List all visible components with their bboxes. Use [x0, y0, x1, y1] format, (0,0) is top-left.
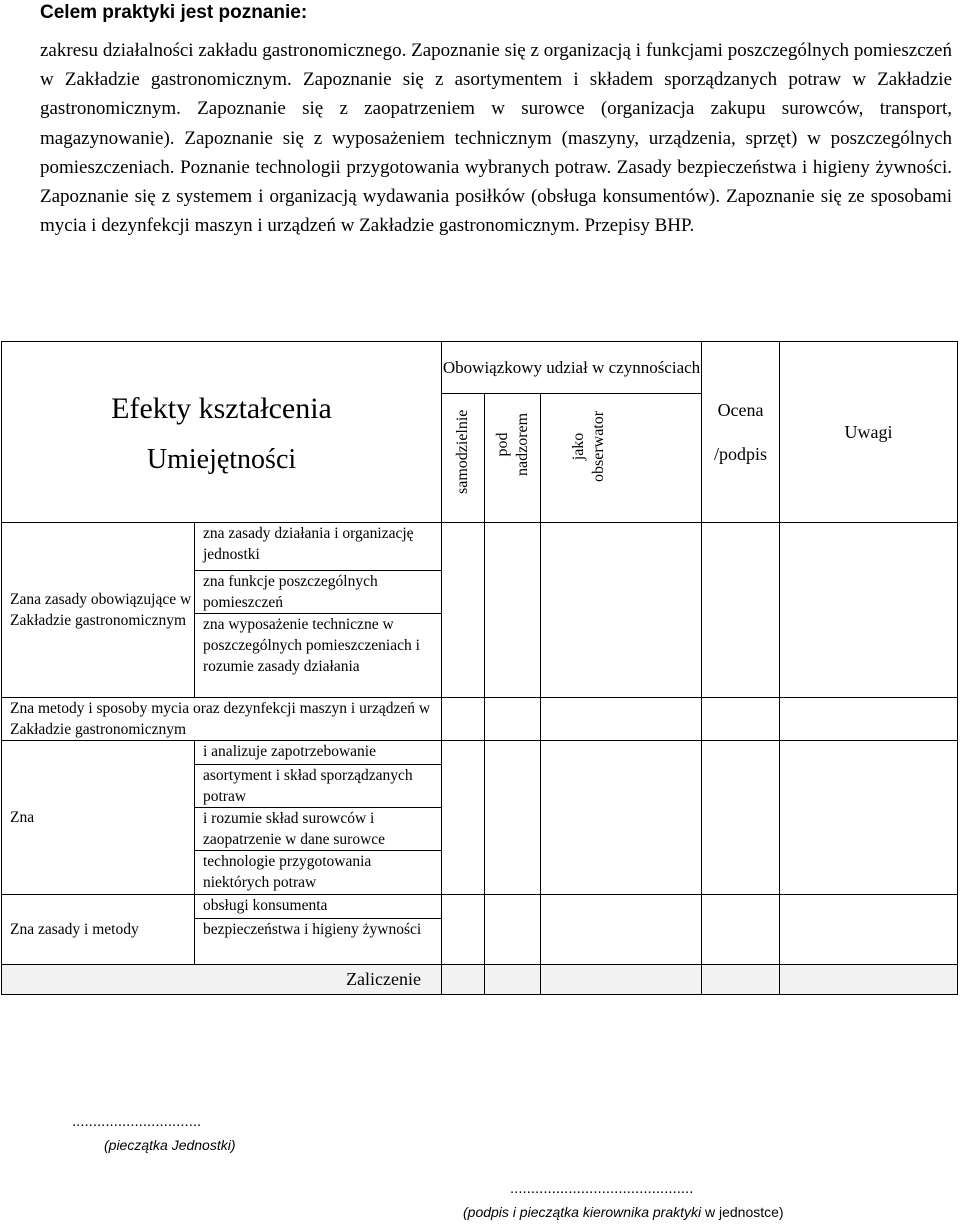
zaliczenie-cell[interactable] — [702, 965, 780, 995]
mark-cell[interactable] — [442, 895, 485, 965]
header-pod-nadzorem-label — [493, 413, 533, 476]
skill-item: technologie przygotowania niektórych potraw — [195, 851, 442, 895]
header-pod-nadzorem — [485, 394, 541, 523]
header-pod-line2: nadzorem — [513, 412, 531, 476]
header-obowiazkowy — [442, 342, 702, 394]
mark-cell[interactable] — [485, 741, 541, 895]
category-zasady-metody: Zna zasady i metody — [2, 895, 195, 965]
header-efekty: Efekty kształcenia — [111, 392, 332, 425]
header-pod-line1: pod — [493, 432, 511, 457]
mark-cell[interactable] — [541, 895, 702, 965]
zaliczenie-cell[interactable] — [485, 965, 541, 995]
mark-cell[interactable] — [702, 698, 780, 741]
zaliczenie-cell[interactable] — [541, 965, 702, 995]
remarks-cell[interactable] — [780, 895, 958, 965]
zaliczenie-label: Zaliczenie — [2, 965, 442, 995]
header-jako-line1: jako — [570, 432, 588, 461]
mark-cell[interactable] — [442, 698, 485, 741]
mark-cell[interactable] — [485, 895, 541, 965]
remarks-cell[interactable] — [780, 523, 958, 698]
header-umiejetnosci: Umiejętności — [146, 444, 297, 475]
signature-label-rest: w jednostce) — [701, 1204, 784, 1220]
skill-wide-row: Zna metody i sposoby mycia oraz dezynfekcji maszyn i urządzeń w Zakładzie gastronomicznym — [2, 698, 442, 741]
evaluation-table — [1, 341, 958, 995]
remarks-cell[interactable] — [780, 698, 958, 741]
header-jako-obserwator-label — [569, 411, 609, 482]
skill-item: asortyment i skład sporządzanych potraw — [195, 765, 442, 808]
remarks-cell[interactable] — [780, 741, 958, 895]
header-ocena-label: Ocena — [717, 400, 764, 420]
skill-item: zna wyposażenie techniczne w poszczególnych pomieszczeniach i rozumie zasady działania — [195, 614, 442, 698]
mark-cell[interactable] — [485, 698, 541, 741]
header-uwagi-label: Uwagi — [844, 421, 893, 442]
header-ocena — [702, 342, 780, 523]
zaliczenie-cell[interactable] — [780, 965, 958, 995]
mark-cell[interactable] — [702, 895, 780, 965]
stamp-dots: ............................... — [72, 1113, 202, 1130]
mark-cell[interactable] — [541, 698, 702, 741]
header-obowiazkowy-text: Obowiązkowy udział w czynnościach — [442, 357, 701, 377]
signature-label-italic: (podpis i pieczątka kierownika praktyki — [463, 1204, 702, 1220]
mark-cell[interactable] — [442, 741, 485, 895]
mark-cell[interactable] — [541, 523, 702, 698]
mark-cell[interactable] — [702, 741, 780, 895]
header-jako-line2: obserwator — [590, 410, 608, 482]
section-heading: Celem praktyki jest poznanie: — [40, 2, 308, 23]
skill-item: zna funkcje poszczególnych pomieszczeń — [195, 571, 442, 614]
skill-item: zna zasady działania i organizację jednostki — [195, 523, 442, 571]
mark-cell[interactable] — [442, 523, 485, 698]
mark-cell[interactable] — [702, 523, 780, 698]
header-samodzielnie-label: samodzielnie — [454, 409, 472, 494]
zaliczenie-cell[interactable] — [442, 965, 485, 995]
stamp-label: (pieczątka Jednostki) — [104, 1137, 236, 1153]
header-samodzielnie — [442, 394, 485, 523]
skill-item: obsługi konsumenta — [195, 895, 442, 919]
signature-label — [463, 1204, 784, 1220]
header-jako-obserwator — [541, 394, 702, 523]
skill-item: i rozumie skład surowców i zaopatrzenie w dane surowce — [195, 808, 442, 851]
signature-dots: ............................................ — [510, 1180, 694, 1197]
header-podpis-label: /podpis — [714, 444, 768, 464]
category-zasady: Zana zasady obowiązujące w Zakładzie gastronomicznym — [2, 523, 195, 698]
mark-cell[interactable] — [485, 523, 541, 698]
intro-paragraph: zakresu działalności zakładu gastronomicznego. Zapoznanie się z organizacją i funkcjami poszczególnych pomieszczeń w Zakładzie gastronomicznym. Zapoznanie się z asortymentem i składem sporządzanych potraw w Zakładzie gastronomicznym. Zapoznanie się z zaopatrzeniem w surowce (organizacja zakupu surowców, transport, magazynowanie). Zapoznanie się z wyposażeniem technicznym (maszyny, urządzenia, sprzęt) w poszczególnych pomieszczeniach. Poznanie technologii przygotowania wybranych potraw. Zasady bezpieczeństwa i higieny żywności. Zapoznanie się z systemem i organizacją wydawania posiłków (obsługa konsumentów). Zapoznanie się ze sposobami mycia i dezynfekcji maszyn i urządzeń w Zakładzie gastronomicznym. Przepisy BHP. — [40, 40, 952, 237]
category-zna: Zna — [2, 741, 195, 895]
skill-item: bezpieczeństwa i higieny żywności — [195, 919, 442, 965]
header-uwagi — [780, 342, 958, 523]
header-title-cell — [2, 342, 442, 523]
mark-cell[interactable] — [541, 741, 702, 895]
skill-item: i analizuje zapotrzebowanie — [195, 741, 442, 765]
